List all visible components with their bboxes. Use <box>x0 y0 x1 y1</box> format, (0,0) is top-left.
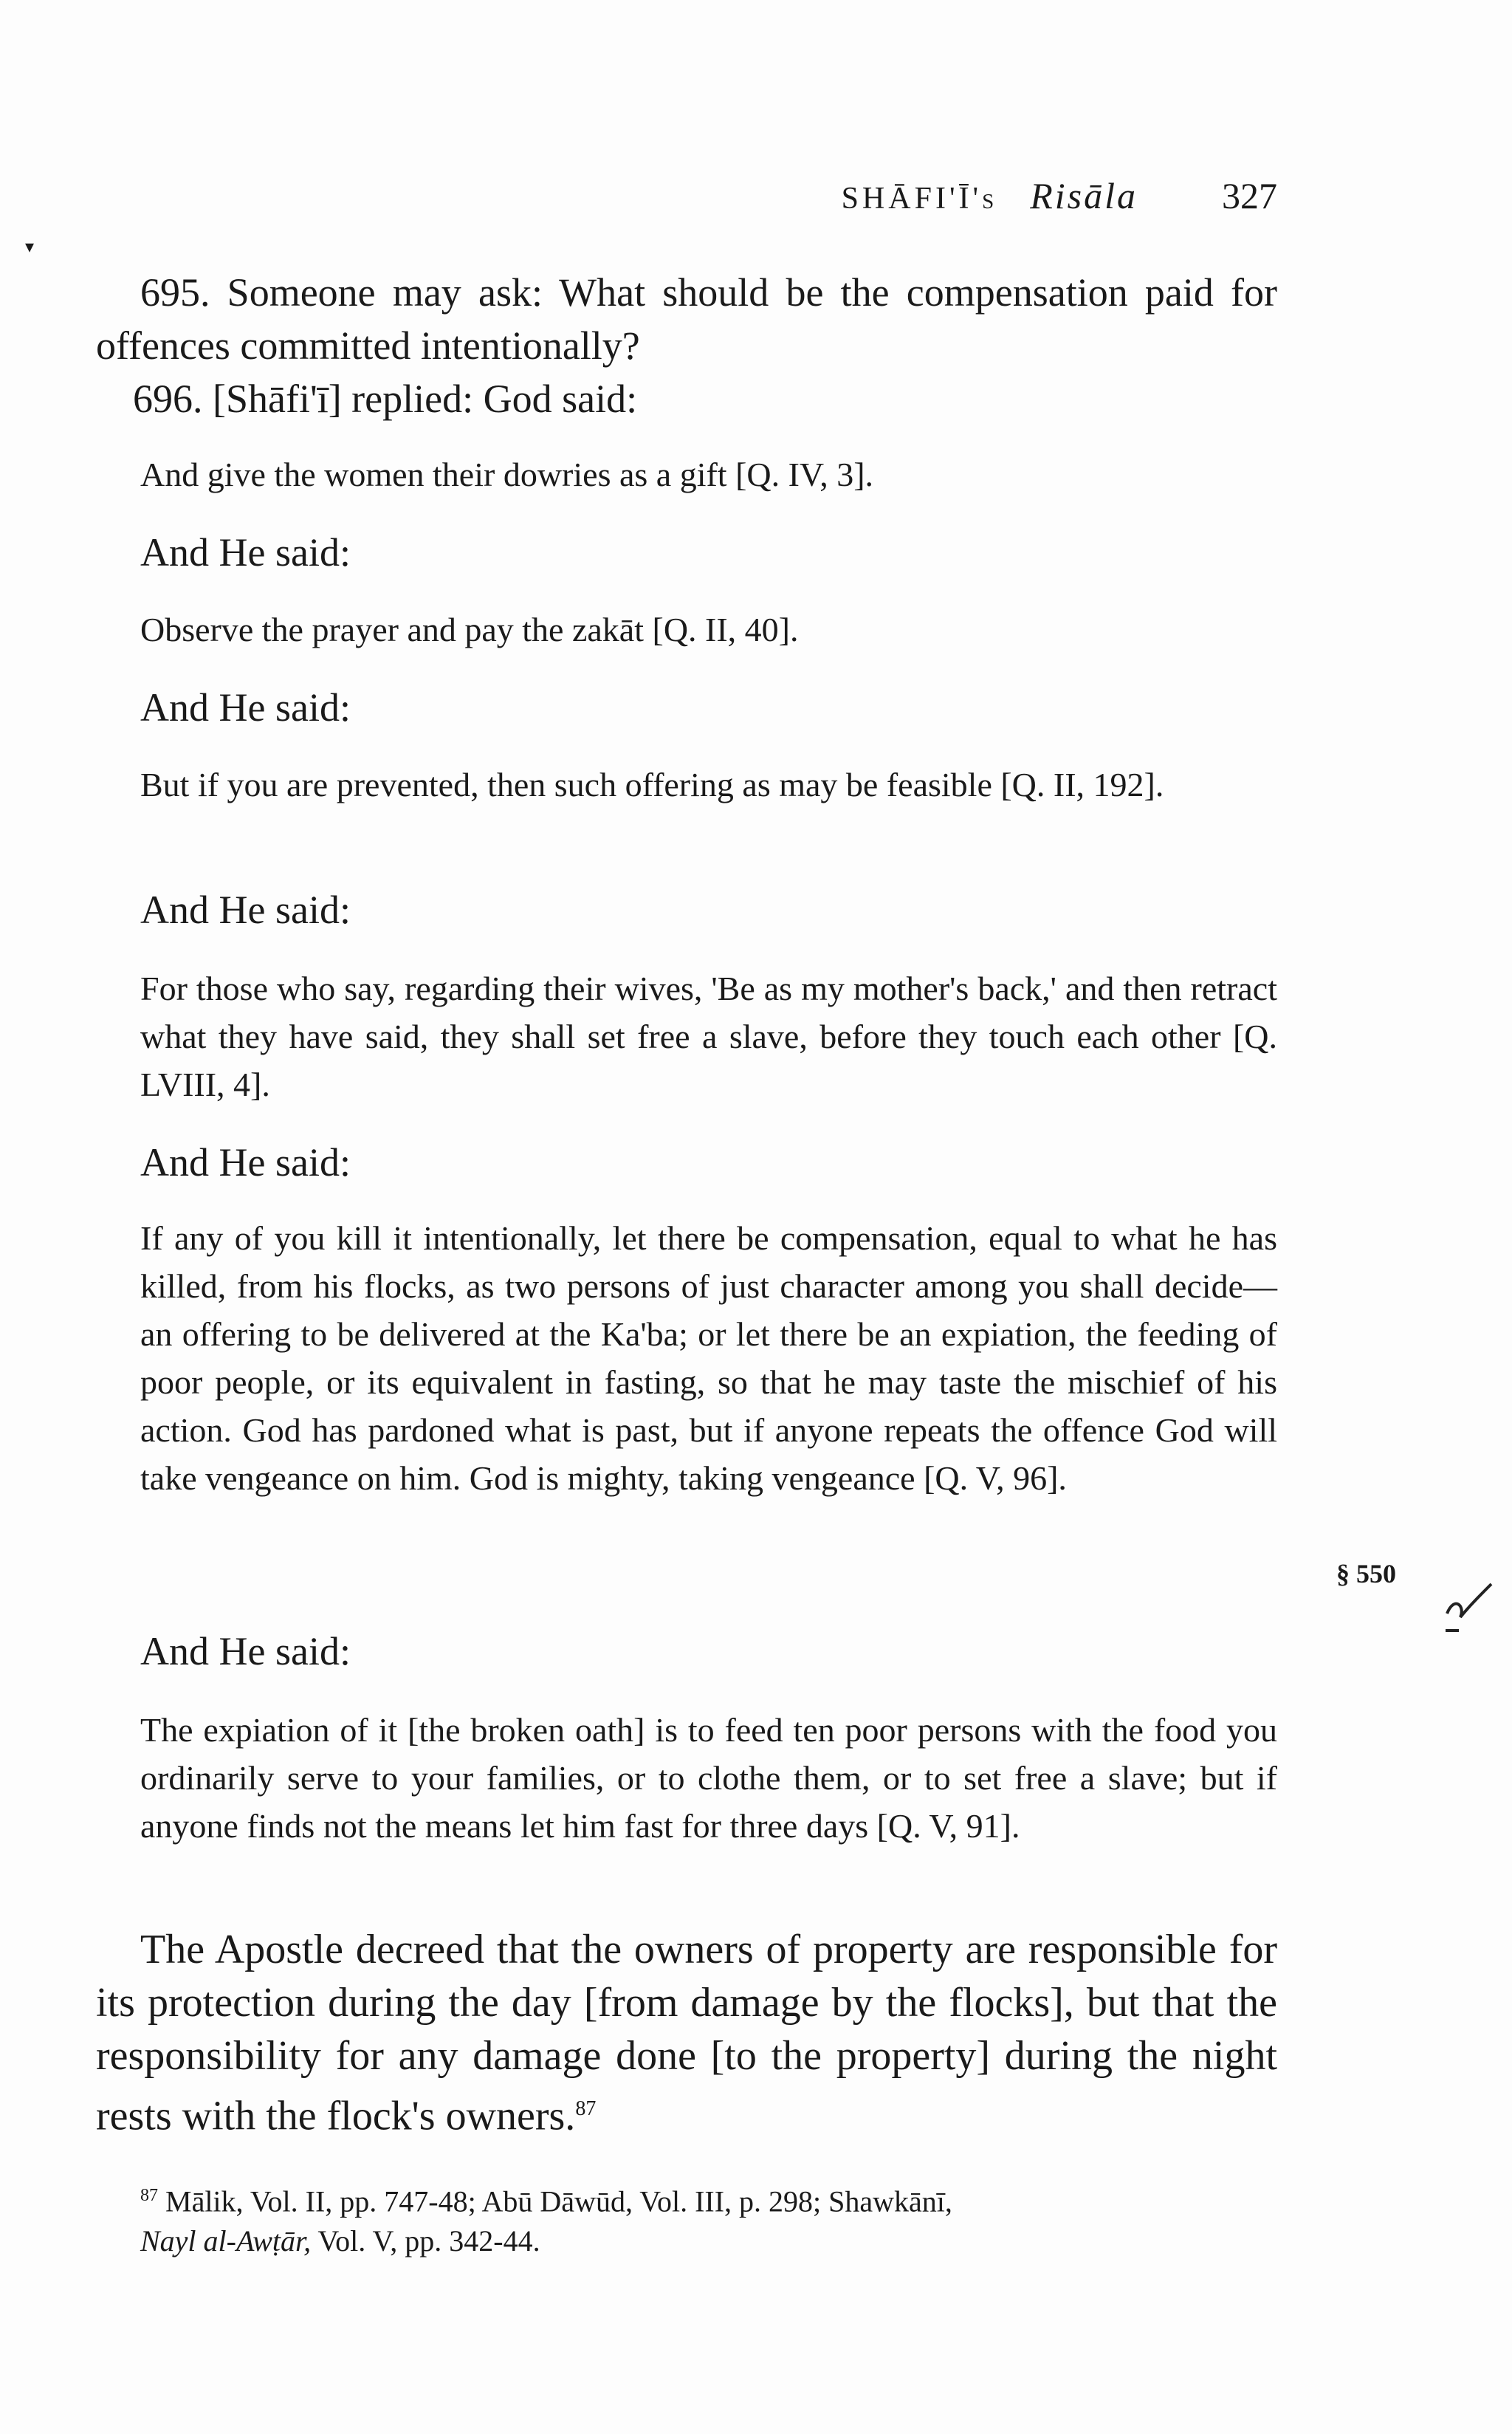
paragraph-696: 696. [Shāfi'ī] replied: God said: <box>133 377 638 421</box>
and-he-said-3: And He said: <box>140 888 351 932</box>
paragraph-695-block <box>96 266 1277 372</box>
quote-1: And give the women their dowries as a gift [Q. IV, 3]. <box>140 456 874 493</box>
final-paragraph <box>96 1923 1277 2143</box>
footnote-title: Nayl al-Awṭār, <box>140 2224 312 2258</box>
footnote-block <box>96 2176 1277 2261</box>
handwritten-mark-icon <box>1440 1573 1499 1643</box>
quote-5: If any of you kill it intentionally, let there be compensation, equal to what he has killed, from his flocks, as two persons of just character among you shall decide—an offering to be delivered at the Ka'ba; or let there be an expiation, the feeding of poor people, or its equivalent in fasting, so that he may taste the mischief of his action. God has pardoned what is past, but if anyone repeats the offence God will take vengeance on him. God is mighty, taking vengeance [Q. V, 96]. <box>140 1219 1277 1497</box>
and-he-said-5-block <box>96 1625 1277 1678</box>
footnote-marker: 87 <box>140 2186 158 2205</box>
quote-6: The expiation of it [the broken oath] is to feed ten poor persons with the food you ordinarily serve to your families, or to clothe them, or to set free a slave; but if anyone finds not the means let him fast for three days [Q. V, 91]. <box>140 1711 1277 1845</box>
quote-4: For those who say, regarding their wives, 'Be as my mother's back,' and then retract what they have said, they shall set free a slave, before they touch each other [Q. LVIII, 4]. <box>140 970 1277 1103</box>
running-head-title: Risāla <box>1030 175 1138 216</box>
footnote-text-2: Vol. V, pp. 342-44. <box>317 2224 540 2258</box>
and-he-said-3-block <box>96 883 1277 936</box>
quote-3: But if you are prevented, then such offering as may be feasible [Q. II, 192]. <box>140 766 1164 803</box>
footnote-reference: 87 <box>575 2097 597 2120</box>
and-he-said-2-block <box>96 681 1277 734</box>
running-head <box>768 174 1277 217</box>
quote-4-block <box>96 964 1277 1108</box>
and-he-said-2: And He said: <box>140 685 351 730</box>
quote-6-block <box>96 1706 1277 1850</box>
and-he-said-5: And He said: <box>140 1629 351 1673</box>
final-paragraph-block <box>96 1923 1277 2143</box>
final-paragraph-text: The Apostle decreed that the owners of property are responsible for its protection during the day [from damage by the flocks], but that the responsibility for any damage done [to the property] during the night rests with the flock's owners. <box>96 1927 1277 2139</box>
stray-mark: ▾ <box>25 238 35 257</box>
and-he-said-1-block <box>96 526 1277 579</box>
footnote-text-1: Mālik, Vol. II, pp. 747-48; Abū Dāwūd, Vol. III, p. 298; Shawkānī, <box>165 2184 952 2218</box>
and-he-said-1: And He said: <box>140 530 351 575</box>
quote-2: Observe the prayer and pay the zakāt [Q. II, 40]. <box>140 611 799 648</box>
paragraph-695: 695. Someone may ask: What should be the compensation paid for offences committed intentionally? <box>96 270 1277 368</box>
page-number: 327 <box>1222 175 1277 216</box>
running-head-author: SHĀFI'Ī's <box>841 182 998 216</box>
quote-3-block <box>96 761 1277 809</box>
quote-2-block <box>96 606 1277 654</box>
paragraph-696-block <box>96 372 1277 425</box>
quote-1-block <box>96 450 1277 498</box>
margin-reference: § 550 <box>1336 1559 1396 1588</box>
and-he-said-4: And He said: <box>140 1140 351 1185</box>
and-he-said-4-block <box>96 1136 1277 1189</box>
footnote <box>96 2176 1277 2261</box>
quote-5-block <box>96 1214 1277 1502</box>
